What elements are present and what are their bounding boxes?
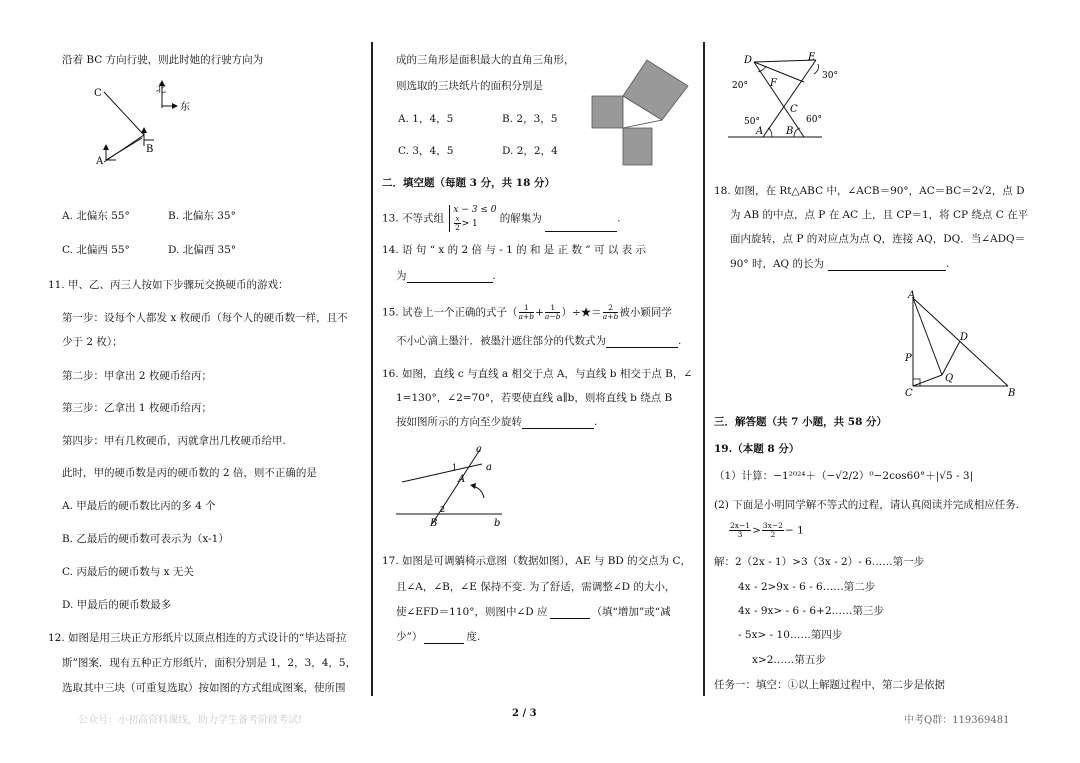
q12-line-3: 选取其中三块（可重复选取）按如图的方式组成图案，使所围 xyxy=(62,682,346,694)
footer-watermark: 公众号：小初高资料课线，助力学生备考阶段考试! xyxy=(78,715,303,726)
q16-label-b: b xyxy=(494,518,501,529)
q17-fig-angle-60: 60° xyxy=(806,115,822,125)
q18-line-1: 18. 如图，在 Rt△ABC 中，∠ACB＝90°，AC＝BC＝2√2，点 D xyxy=(714,185,1025,197)
q15-line-2-text: 不小心滴上墨汁．被墨汁遮住部分的代数式为 xyxy=(396,335,606,347)
q12-pythagoras-figure xyxy=(592,58,692,168)
q15-frac3-num: 2 xyxy=(603,304,619,313)
q15-frac1-den: a+b xyxy=(518,312,535,321)
q17-line-4-text: 少”） xyxy=(396,631,423,643)
q10-text: 沿着 BC 方向行驶，则此时她的行驶方向为 xyxy=(62,54,264,66)
q18-fig-label-P: P xyxy=(905,353,912,364)
q13-ineq-2-num: x xyxy=(455,214,460,223)
q17-line-3-hint: （填“增加”或“减 xyxy=(591,606,671,618)
q11-option-a: A. 甲最后的硬币数比丙的多 4 个 xyxy=(62,500,216,512)
q19-ineq-frac2-num: 3x−2 xyxy=(762,521,783,530)
q10-label-east: 东 xyxy=(180,102,190,113)
q10-label-A: A xyxy=(96,156,104,167)
q18-fig-label-D: D xyxy=(960,332,969,343)
q11-option-d: D. 甲最后的硬币数最多 xyxy=(62,599,172,611)
q15-suffix: 被小颖同学 xyxy=(619,306,672,319)
q17-line-4 xyxy=(396,630,480,644)
q16-label-angle-2: 2 xyxy=(440,505,446,514)
q17-fig-label-C: C xyxy=(790,104,798,115)
task-1: 任务一：填空：①以上解题过程中，第二步是依据 xyxy=(714,679,945,691)
q17-fig-label-A: A xyxy=(756,126,764,137)
q16-line-3-text: 按如图所示的方向至少旋转 xyxy=(396,416,522,428)
q12-option-a: A. 1，4，5 xyxy=(398,113,454,125)
q17-fig-angle-50: 50° xyxy=(744,117,760,127)
q11-line-3: 少于 2 枚）； xyxy=(62,336,123,348)
q17-line-2: 且∠A，∠B，∠E 保持不变. 为了舒适，需调整∠D 的大小， xyxy=(396,581,676,593)
q11-option-b: B. 乙最后的硬币数可表示为（x-1） xyxy=(62,533,229,545)
q12-option-c: C. 3，4，5 xyxy=(398,145,454,157)
q15-middle: ）÷★＝ xyxy=(561,306,602,319)
q19-title: 19.（本题 8 分） xyxy=(714,443,800,455)
q15-frac1-num: 1 xyxy=(519,304,535,313)
q17-fig-label-B: B xyxy=(786,126,794,137)
q14-line-2: 为 . xyxy=(396,270,496,282)
q14-line-2-text: 为 xyxy=(396,270,407,282)
q19-part-1: （1）计算：−1²⁰²⁴＋（−√2/2）⁰−2cos60°＋|√5 - 3| xyxy=(714,470,974,482)
q13-answer-blank[interactable] xyxy=(545,219,617,232)
q18-fig-label-B: B xyxy=(1008,388,1016,399)
q14-answer-blank[interactable] xyxy=(407,270,493,283)
solution-step-1: 解：2（2x - 1）>3（3x - 2）- 6……第一步 xyxy=(714,556,925,568)
q18-line-4-text: 90° 时，AQ 的长为 xyxy=(730,258,824,270)
q16-figure xyxy=(396,442,516,532)
q13-prefix: 13. 不等式组 xyxy=(382,212,445,225)
section-2-heading: 二．填空题（每题 3 分，共 18 分） xyxy=(382,177,556,189)
q15-frac2-num: 1 xyxy=(545,304,561,313)
q17-fig-label-F: F xyxy=(770,78,777,89)
q17-fig-angle-30: 30° xyxy=(822,71,838,81)
q10-option-d: D. 北偏西 35° xyxy=(168,244,237,256)
q19-part-2: (2) 下面是小明同学解不等式的过程，请认真阅读并完成相应任务. xyxy=(714,499,1020,511)
q18-line-4: 90° 时，AQ 的长为 . xyxy=(730,258,950,270)
q19-ineq-frac1-den: 3 xyxy=(737,530,743,539)
q10-label-north: 北 xyxy=(156,84,166,95)
q10-figure xyxy=(92,80,202,175)
q10-option-c: C. 北偏西 55° xyxy=(62,244,130,256)
q17-fig-label-E: E xyxy=(808,52,816,63)
q18-line-3: 面内旋转，点 P 的对应点为点 Q，连接 AQ，DQ．当∠ADQ＝ xyxy=(730,233,1026,245)
q12-line-2: 斯”图案．现有五种正方形纸片，面积分别是 1，2，3，4，5， xyxy=(62,657,357,669)
q10-option-a: A. 北偏东 55° xyxy=(62,210,130,222)
q12-line-1: 12. 如图是用三块正方形纸片以顶点相连的方式设计的“毕达哥拉 xyxy=(48,632,347,644)
q19-inequality xyxy=(728,522,804,539)
q18-triangle-figure xyxy=(900,288,1020,400)
q17-fig-angle-20: 20° xyxy=(732,81,748,91)
q11-line-6: 第四步：甲有几枚硬币，丙就拿出几枚硬币给甲. xyxy=(62,435,286,447)
q18-line-2: 为 AB 的中点，点 P 在 AC 上，且 CP＝1，将 CP 绕点 C 在平 xyxy=(730,209,1029,221)
q19-ineq-frac2-den: 2 xyxy=(770,530,776,539)
q11-line-2: 第一步：设每个人都发 x 枚硬币（每个人的硬币数一样，且不 xyxy=(62,312,348,324)
q10-label-B: B xyxy=(146,144,154,155)
solution-step-2: 4x - 2>9x - 6 - 6……第二步 xyxy=(738,581,876,593)
solution-step-5: x>2……第五步 xyxy=(752,654,826,666)
section-3-heading: 三．解答题（共 7 小题，共 58 分） xyxy=(714,416,888,428)
solution-step-3: 4x - 9x> - 6 - 6+2……第三步 xyxy=(738,605,885,617)
q18-fig-label-Q: Q xyxy=(945,373,954,384)
footer-qq-group: 中考Q群：119369481 xyxy=(904,715,1010,726)
q13-ineq-2-rest: > 1 xyxy=(461,219,478,229)
q16-label-c: c xyxy=(476,444,482,455)
q19-ineq-rest: − 1 xyxy=(784,524,804,537)
q15-line-1 xyxy=(382,304,672,321)
q16-line-1: 16. 如图，直线 c 与直线 a 相交于点 A，与直线 b 相交于点 B，∠ xyxy=(382,368,693,380)
q11-line-5: 第三步：乙拿出 1 枚硬币给丙； xyxy=(62,402,212,414)
q16-line-3: 按如图所示的方向至少旋转 . xyxy=(396,416,598,428)
q15-line-2: 不小心滴上墨汁．被墨汁遮住部分的代数式为 . xyxy=(396,335,682,347)
q13-line: 13. 不等式组 x − 3 ≤ 0 $\frac{x}{2}$ > 1 的解集为 . xyxy=(382,205,621,232)
q13-ineq-2 xyxy=(453,215,496,232)
q10-label-C: C xyxy=(94,88,102,99)
q16-line-2: 1=130°，∠2=70°，若要使直线 a∥b，则将直线 b 绕点 B xyxy=(396,392,673,404)
q17-line-3 xyxy=(396,605,671,619)
q18-fig-label-C: C xyxy=(905,388,913,399)
q15-frac3-den: a+b xyxy=(602,312,619,321)
q17-line-1: 17. 如图是可调躺椅示意图（数据如图），AE 与 BD 的交点为 C， xyxy=(382,555,692,567)
q15-plus: + xyxy=(535,306,544,319)
q17-fig-label-D: D xyxy=(744,55,753,66)
q14-line-1: 14. 语 句 “ x 的 2 倍 与 - 1 的 和 是 正 数 ” 可 以 表 示 xyxy=(382,244,647,256)
column-divider-2 xyxy=(703,42,705,696)
q17-answer-blank-1[interactable] xyxy=(550,606,590,619)
q13-ineq-2-den: 2 xyxy=(455,223,460,232)
q15-frac2-den: a−b xyxy=(544,312,561,321)
q11-line-4: 第二步：甲拿出 2 枚硬币给丙； xyxy=(62,370,212,382)
q16-answer-blank[interactable] xyxy=(522,416,594,429)
q17-recliner-figure xyxy=(728,50,838,144)
q16-label-B: B xyxy=(430,518,438,529)
q18-answer-blank[interactable] xyxy=(828,258,946,271)
solution-step-4: - 5x> - 10……第四步 xyxy=(738,629,843,641)
q13-ineq-1: x − 3 ≤ 0 xyxy=(453,205,497,215)
q12-option-b: B. 2，3，5 xyxy=(502,113,558,125)
q16-label-a: a xyxy=(486,462,492,473)
q17-answer-blank-2[interactable] xyxy=(424,631,464,644)
q18-fig-label-A: A xyxy=(908,290,916,301)
q11-line-1: 11. 甲、乙、丙三人按如下步骤玩交换硬币的游戏： xyxy=(48,279,289,291)
q16-label-A: A xyxy=(458,474,466,485)
q15-prefix: 15. 试卷上一个正确的式子（ xyxy=(382,306,518,319)
page-number: 2 / 3 xyxy=(512,708,537,719)
q13-inequality-system xyxy=(449,205,496,232)
q10-option-b: B. 北偏东 35° xyxy=(168,210,236,222)
q17-line-4-unit: 度. xyxy=(466,631,481,643)
q12-cont-2: 则选取的三块纸片的面积分别是 xyxy=(396,80,543,92)
q12-cont-1: 成的三角形是面积最大的直角三角形， xyxy=(396,54,575,66)
q16-label-angle-1: 1 xyxy=(452,463,458,472)
q12-option-d: D. 2，2，4 xyxy=(502,145,558,157)
q11-line-7: 此时，甲的硬币数是丙的硬币数的 2 倍，则不正确的是 xyxy=(62,467,317,479)
q17-line-3-text: 使∠EFD＝110°，则图中∠D 应 xyxy=(396,606,548,618)
q19-ineq-frac1-num: 2x−1 xyxy=(730,521,751,530)
q19-ineq-gt: > xyxy=(752,524,761,537)
q13-suffix: 的解集为 xyxy=(499,212,542,225)
column-divider-1 xyxy=(371,42,373,696)
q15-answer-blank[interactable] xyxy=(606,335,678,348)
q11-option-c: C. 丙最后的硬币数与 x 无关 xyxy=(62,566,194,578)
